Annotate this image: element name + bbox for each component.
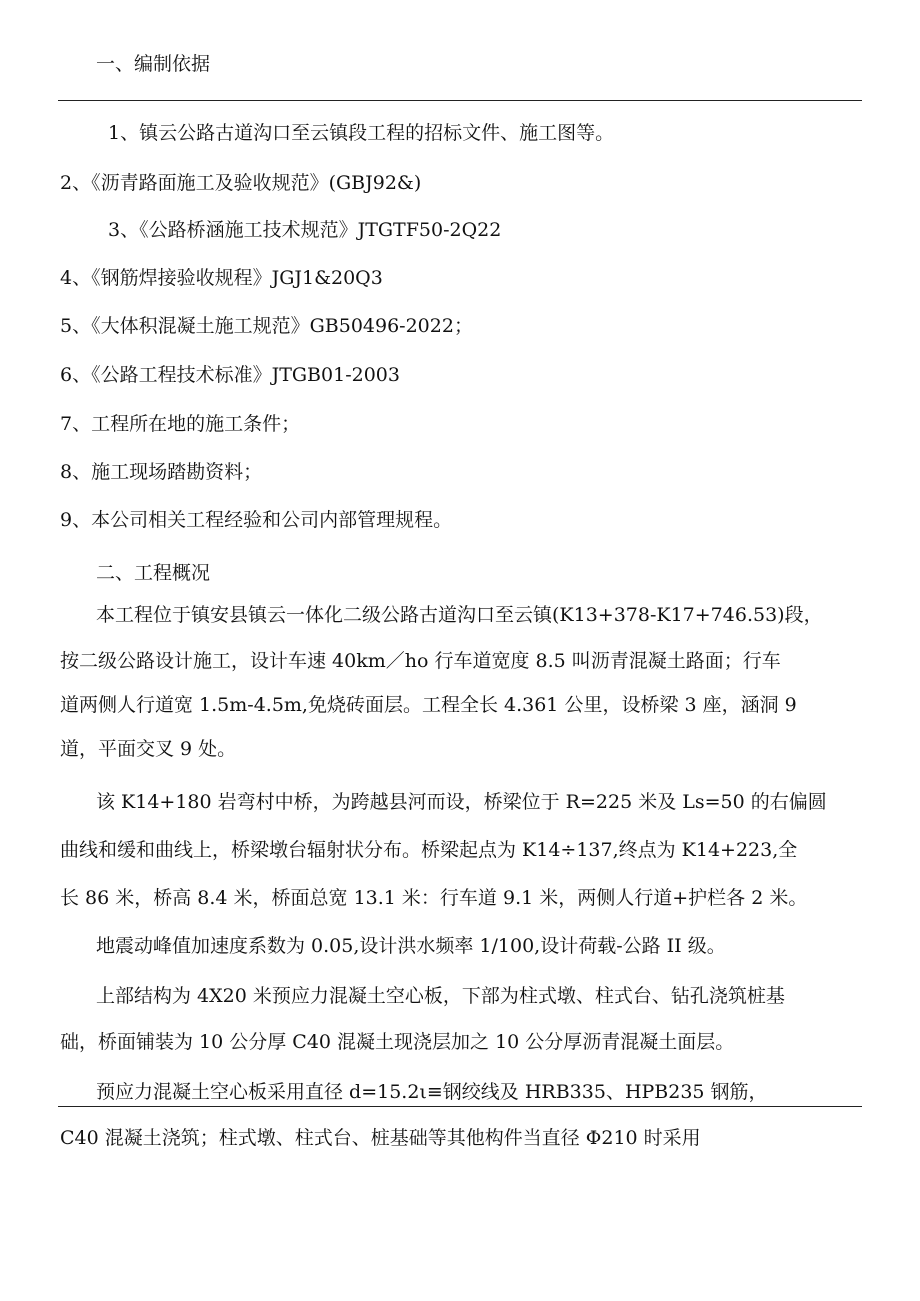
header-rule — [58, 100, 862, 101]
overview-p2-line-3: 长 86 米，桥高 8.4 米，桥面总宽 13.1 米：行车道 9.1 米，两侧人行道+护栏各 2 米。 — [60, 887, 808, 909]
reference-item-9: 9、本公司相关工程经验和公司内部管理规程。 — [60, 509, 453, 531]
overview-p5-line-2: C40 混凝土浇筑；柱式墩、柱式台、桩基础等其他构件当直径 Φ210 时采用 — [60, 1127, 701, 1149]
overview-p1-line-2: 按二级公路设计施工，设计车速 40km／ho 行车道宽度 8.5 叫沥青混凝土路面；行车 — [60, 650, 781, 672]
section2-heading: 二、工程概况 — [96, 562, 211, 584]
footer-rule — [58, 1106, 862, 1107]
reference-item-4: 4、《钢筋焊接验收规程》JGJ1&20Q3 — [60, 267, 383, 289]
reference-item-6: 6、《公路工程技术标准》JTGB01-2003 — [60, 364, 400, 386]
reference-item-3: 3、《公路桥涵施工技术规范》JTGTF50-2Q22 — [108, 219, 502, 241]
overview-p2-line-1: 该 K14+180 岩弯村中桥，为跨越县河而设，桥梁位于 R=225 米及 Ls=50 的右偏圆 — [96, 791, 827, 813]
overview-p1-line-1: 本工程位于镇安县镇云一体化二级公路古道沟口至云镇(K13+378-K17+746.53)段， — [96, 604, 823, 626]
reference-item-8: 8、施工现场踏勘资料； — [60, 461, 263, 483]
reference-item-2: 2、《沥青路面施工及验收规范》(GBJ92&) — [60, 172, 422, 194]
overview-p4-line-1: 上部结构为 4X20 米预应力混凝土空心板，下部为柱式墩、柱式台、钻孔浇筑桩基 — [96, 985, 785, 1007]
overview-p5-line-1: 预应力混凝土空心板采用直径 d=15.2ι≡钢绞线及 HRB335、HPB235 钢筋， — [96, 1081, 768, 1103]
overview-p2-line-2: 曲线和缓和曲线上，桥梁墩台辐射状分布。桥梁起点为 K14÷137,终点为 K14+223,全 — [60, 839, 798, 861]
section1-heading: 一、编制依据 — [96, 53, 211, 75]
reference-item-1: 1、镇云公路古道沟口至云镇段工程的招标文件、施工图等。 — [108, 122, 615, 144]
overview-p1-line-4: 道，平面交叉 9 处。 — [60, 738, 237, 760]
overview-p1-line-3: 道两侧人行道宽 1.5m-4.5m,免烧砖面层。工程全长 4.361 公里，设桥梁 3 座，涵洞 9 — [60, 694, 797, 716]
overview-p3-line-1: 地震动峰值加速度系数为 0.05,设计洪水频率 1/100,设计荷载-公路 II 级。 — [96, 935, 726, 957]
reference-item-7: 7、工程所在地的施工条件； — [60, 413, 301, 435]
overview-p4-line-2: 础，桥面铺装为 10 公分厚 C40 混凝土现浇层加之 10 公分厚沥青混凝土面层。 — [60, 1031, 735, 1053]
reference-item-5: 5、《大体积混凝土施工规范》GB50496-2022； — [60, 315, 473, 337]
